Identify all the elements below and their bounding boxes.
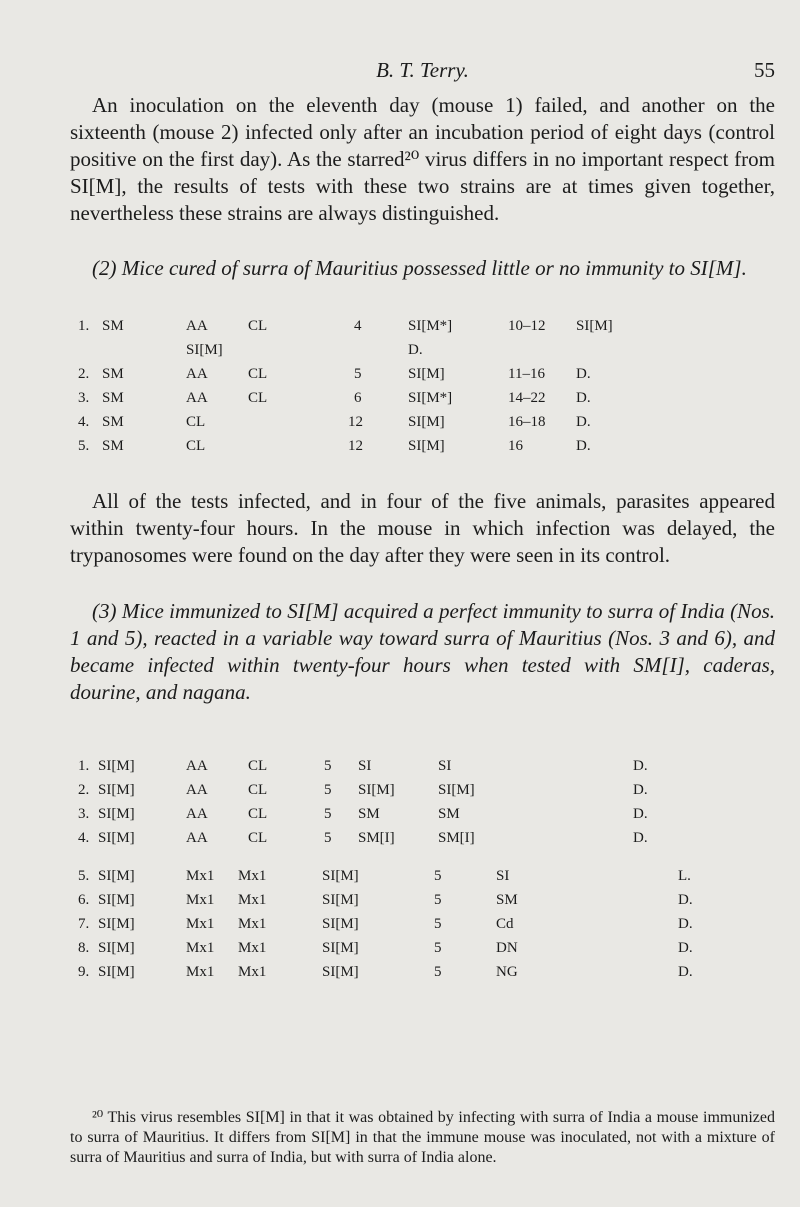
col-a: Mx1 — [186, 964, 215, 980]
col-c: SI[M*] — [408, 318, 453, 334]
col-a: Mx1 — [186, 892, 215, 908]
col-e: D. — [576, 414, 591, 430]
col-c: SI[M] — [322, 892, 359, 908]
days: 5 — [354, 366, 362, 382]
col-c: SI — [358, 758, 372, 774]
col-e: D. — [633, 806, 648, 822]
paragraph-4-heading: (3) Mice immunized to SI[M] acquired a perfect immunity to surra of India (Nos. 1 and 5), reacted in a variable way toward surra of Mauritius (Nos. 3 and 6), and became infected within twenty-four hours when tested with SM[I], caderas, dourine, and nagana. — [70, 599, 775, 704]
col-a: SI[M] — [186, 342, 223, 358]
col-e: D. — [678, 964, 693, 980]
row-num: 3. — [78, 806, 90, 822]
col-a: AA — [186, 782, 208, 798]
col-e: SI[M] — [576, 318, 613, 334]
strain: SM — [102, 390, 124, 406]
col-e: D. — [633, 830, 648, 846]
col-b: CL — [248, 830, 268, 846]
col-b: CL — [248, 806, 268, 822]
row-num: 2. — [78, 782, 90, 798]
table-row — [78, 758, 778, 782]
row-num: 3. — [78, 390, 90, 406]
row-num: 4. — [78, 830, 90, 846]
col-e: D. — [633, 782, 648, 798]
col-e: D. — [576, 390, 591, 406]
col-d: 10–12 — [508, 318, 546, 334]
days: 5 — [324, 830, 332, 846]
col-b: Mx1 — [238, 892, 267, 908]
strain: SI[M] — [98, 940, 135, 956]
table-row — [78, 782, 778, 806]
days: 5 — [434, 940, 442, 956]
table-row — [78, 892, 778, 916]
strain: SI[M] — [98, 782, 135, 798]
col-b: CL — [248, 366, 268, 382]
days: 5 — [324, 806, 332, 822]
strain: SI[M] — [98, 868, 135, 884]
days: 5 — [434, 868, 442, 884]
page-header — [70, 58, 775, 88]
col-e: D. — [678, 940, 693, 956]
col-b: Mx1 — [238, 916, 267, 932]
strain: SM — [102, 318, 124, 334]
table-row — [78, 342, 778, 366]
col-c2: NG — [496, 964, 518, 980]
col-c2: DN — [496, 940, 518, 956]
table-row — [78, 366, 778, 390]
strain: SI[M] — [98, 916, 135, 932]
table-row — [78, 806, 778, 830]
col-a: AA — [186, 318, 208, 334]
table-row — [78, 318, 778, 342]
col-b: Mx1 — [238, 940, 267, 956]
col-c: D. — [408, 342, 423, 358]
col-b: CL — [248, 390, 268, 406]
row-num: 9. — [78, 964, 90, 980]
col-c2: SM — [438, 806, 460, 822]
col-c: SI[M] — [322, 916, 359, 932]
row-num: 5. — [78, 868, 90, 884]
col-c2: SM — [496, 892, 518, 908]
col-e: D. — [633, 758, 648, 774]
table-1 — [78, 318, 778, 462]
table-row — [78, 830, 778, 854]
col-d: 16–18 — [508, 414, 546, 430]
paragraph-2-heading: (2) Mice cured of surra of Mauritius possessed little or no immunity to SI[M]. — [92, 256, 747, 280]
col-e: L. — [678, 868, 691, 884]
col-e: D. — [678, 916, 693, 932]
table-row — [78, 868, 778, 892]
row-num: 4. — [78, 414, 90, 430]
days: 12 — [348, 414, 363, 430]
days: 4 — [354, 318, 362, 334]
row-num: 6. — [78, 892, 90, 908]
col-c: SI[M] — [322, 940, 359, 956]
col-e: D. — [678, 892, 693, 908]
row-num: 7. — [78, 916, 90, 932]
days: 12 — [348, 438, 363, 454]
col-d: 14–22 — [508, 390, 546, 406]
strain: SM — [102, 366, 124, 382]
col-a: CL — [186, 414, 206, 430]
col-b: Mx1 — [238, 868, 267, 884]
strain: SI[M] — [98, 830, 135, 846]
days: 5 — [434, 964, 442, 980]
col-d: 11–16 — [508, 366, 545, 382]
col-c2: SM[I] — [438, 830, 475, 846]
col-a: CL — [186, 438, 206, 454]
row-num: 1. — [78, 318, 90, 334]
col-e: D. — [576, 438, 591, 454]
col-c: SM — [358, 806, 380, 822]
strain: SM — [102, 438, 124, 454]
col-c2: Cd — [496, 916, 514, 932]
days: 5 — [434, 916, 442, 932]
strain: SI[M] — [98, 758, 135, 774]
col-c: SI[M] — [322, 868, 359, 884]
row-num: 2. — [78, 366, 90, 382]
col-c: SI[M] — [408, 414, 445, 430]
col-b: CL — [248, 758, 268, 774]
col-c: SI[M] — [408, 366, 445, 382]
row-num: 8. — [78, 940, 90, 956]
days: 6 — [354, 390, 362, 406]
col-b: CL — [248, 782, 268, 798]
col-c2: SI — [438, 758, 452, 774]
page-number: 55 — [754, 58, 775, 82]
footnote: ²⁰ This virus resembles SI[M] in that it was obtained by infecting with surra of India a mouse immunized to surra of Mauritius. It differs from SI[M] in that the immune mouse was inoculated, not with a mixture of surra of Mauritius and surra of India, but with surra of India alone. — [70, 1109, 775, 1166]
strain: SM — [102, 414, 124, 430]
strain: SI[M] — [98, 964, 135, 980]
col-c: SI[M*] — [408, 390, 453, 406]
table-row — [78, 414, 778, 438]
table-2 — [78, 758, 778, 988]
col-c: SM[I] — [358, 830, 395, 846]
col-a: AA — [186, 390, 208, 406]
row-num: 5. — [78, 438, 90, 454]
table-row — [78, 964, 778, 988]
col-d: 16 — [508, 438, 523, 454]
col-c: SI[M] — [322, 964, 359, 980]
col-b: Mx1 — [238, 964, 267, 980]
col-e: D. — [576, 366, 591, 382]
col-b: CL — [248, 318, 268, 334]
col-a: Mx1 — [186, 940, 215, 956]
days: 5 — [434, 892, 442, 908]
running-title: B. T. Terry. — [376, 58, 469, 82]
col-c: SI[M] — [408, 438, 445, 454]
col-c: SI[M] — [358, 782, 395, 798]
table-row — [78, 940, 778, 964]
col-a: Mx1 — [186, 916, 215, 932]
days: 5 — [324, 782, 332, 798]
strain: SI[M] — [98, 806, 135, 822]
days: 5 — [324, 758, 332, 774]
table-row — [78, 916, 778, 940]
row-num: 1. — [78, 758, 90, 774]
col-a: AA — [186, 830, 208, 846]
col-a: Mx1 — [186, 868, 215, 884]
col-a: AA — [186, 806, 208, 822]
col-a: AA — [186, 758, 208, 774]
table-row — [78, 438, 778, 462]
col-c2: SI — [496, 868, 510, 884]
strain: SI[M] — [98, 892, 135, 908]
col-c2: SI[M] — [438, 782, 475, 798]
paragraph-3: All of the tests infected, and in four of the five animals, parasites appeared within twenty-four hours. In the mouse in which infection was delayed, the trypanosomes were found on the day after they were seen in its control. — [70, 489, 775, 567]
paragraph-1: An inoculation on the eleventh day (mouse 1) failed, and another on the sixteenth (mouse 2) infected only after an incubation period of eight days (control positive on the first day). As the starred²⁰ virus differs in no important respect from SI[M], the results of tests with these two strains are at times given together, nevertheless these strains are always distinguished. — [70, 93, 775, 225]
table-row — [78, 390, 778, 414]
col-a: AA — [186, 366, 208, 382]
